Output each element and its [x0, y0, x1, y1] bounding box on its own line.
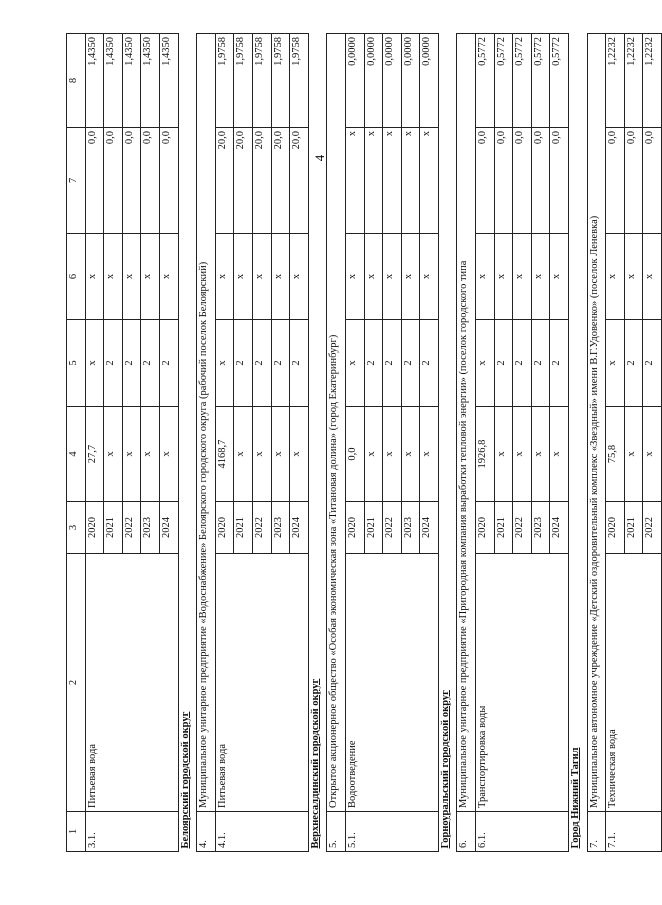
value-cell: 2023 — [401, 502, 420, 554]
value-cell: 2024 — [159, 502, 178, 554]
value-cell: x — [122, 407, 141, 502]
value-cell: 1,2232 — [643, 34, 662, 128]
value-cell: x — [643, 234, 662, 320]
value-cell: x — [606, 320, 625, 407]
value-cell: 1,4350 — [159, 34, 178, 128]
value-cell: 2 — [122, 320, 141, 407]
value-cell: 2 — [364, 320, 383, 407]
value-cell: 0,0 — [141, 128, 160, 234]
value-cell: x — [252, 407, 271, 502]
header-cell: 7 — [67, 128, 86, 234]
value-cell: 2 — [550, 320, 569, 407]
header-cell: 2 — [67, 554, 86, 812]
value-cell: 2022 — [252, 502, 271, 554]
value-cell: x — [141, 234, 160, 320]
item-number: 5.1. — [345, 812, 438, 852]
value-cell: 2022 — [122, 502, 141, 554]
value-cell: 1,4350 — [141, 34, 160, 128]
value-cell: x — [215, 320, 234, 407]
org-name: Муниципальное унитарное предприятие «Водоснабжение» Белоярского городского округа (рабочий поселок Белоярский) — [197, 34, 216, 812]
section-row — [438, 34, 457, 852]
resource-name: Техническая вода — [606, 554, 662, 812]
value-cell: 2023 — [141, 502, 160, 554]
value-cell: 1926,8 — [476, 407, 495, 502]
org-number: 5. — [327, 812, 346, 852]
value-cell: 2 — [159, 320, 178, 407]
value-cell: x — [215, 234, 234, 320]
section-row — [178, 34, 197, 852]
value-cell: 2024 — [550, 502, 569, 554]
section-title: Белоярский городской округ — [178, 34, 197, 852]
header-cell: 5 — [67, 320, 86, 407]
rotated-table-container — [66, 34, 656, 852]
value-cell: 2 — [643, 320, 662, 407]
value-cell: 1,4350 — [104, 34, 123, 128]
value-cell: 2021 — [494, 502, 513, 554]
value-cell: x — [606, 234, 625, 320]
value-cell: 0,5772 — [494, 34, 513, 128]
header-cell: 3 — [67, 502, 86, 554]
value-cell: 2021 — [364, 502, 383, 554]
value-cell: 2 — [531, 320, 550, 407]
data-row — [345, 34, 364, 852]
org-number: 4. — [197, 812, 216, 852]
value-cell: 2 — [252, 320, 271, 407]
data-row — [85, 34, 104, 852]
value-cell: 1,2232 — [624, 34, 643, 128]
section-row — [569, 34, 588, 852]
value-cell: 2023 — [271, 502, 290, 554]
value-cell: 1,4350 — [85, 34, 104, 128]
value-cell: 20,0 — [290, 128, 309, 234]
value-cell: x — [643, 407, 662, 502]
value-cell: x — [141, 407, 160, 502]
value-cell: x — [383, 407, 402, 502]
value-cell: 1,2232 — [606, 34, 625, 128]
value-cell: 0,5772 — [476, 34, 495, 128]
value-cell: 0,0 — [624, 128, 643, 234]
value-cell: 2 — [494, 320, 513, 407]
value-cell: x — [624, 234, 643, 320]
value-cell: 2 — [401, 320, 420, 407]
value-cell: 20,0 — [234, 128, 253, 234]
value-cell: x — [122, 234, 141, 320]
org-name: Муниципальное унитарное предприятие «Пригородная компания выработки тепловой энергии» (поселок городского типа — [457, 34, 476, 812]
value-cell: 1,9758 — [215, 34, 234, 128]
value-cell: x — [550, 234, 569, 320]
value-cell: 2 — [420, 320, 439, 407]
resource-name: Питьевая вода — [215, 554, 308, 812]
value-cell: 2 — [290, 320, 309, 407]
value-cell: 4168,7 — [215, 407, 234, 502]
value-cell: x — [159, 234, 178, 320]
value-cell: x — [476, 234, 495, 320]
value-cell: x — [159, 407, 178, 502]
value-cell: x — [420, 407, 439, 502]
value-cell: 2024 — [290, 502, 309, 554]
value-cell: x — [494, 234, 513, 320]
org-name: Муниципальное автономное учреждение «Детский оздоровительный комплекс «Звездный» имени В.Г.Удовенко» (поселок Леневка) — [587, 34, 606, 812]
value-cell: 2 — [234, 320, 253, 407]
value-cell: x — [513, 407, 532, 502]
header-cell: 4 — [67, 407, 86, 502]
value-cell: 0,0 — [476, 128, 495, 234]
value-cell: 0,5772 — [550, 34, 569, 128]
value-cell: 2021 — [104, 502, 123, 554]
value-cell: 0,0 — [85, 128, 104, 234]
item-number: 6.1. — [476, 812, 569, 852]
value-cell: x — [345, 234, 364, 320]
value-cell: x — [345, 128, 364, 234]
value-cell: 0,0000 — [420, 34, 439, 128]
value-cell: 2021 — [234, 502, 253, 554]
value-cell: 20,0 — [271, 128, 290, 234]
data-row — [215, 34, 234, 852]
value-cell: x — [364, 407, 383, 502]
value-cell: 0,0 — [104, 128, 123, 234]
resource-name: Питьевая вода — [85, 554, 178, 812]
organization-row — [587, 34, 606, 852]
value-cell: 0,0000 — [383, 34, 402, 128]
value-cell: 0,0 — [122, 128, 141, 234]
value-cell: 0,0 — [159, 128, 178, 234]
item-number: 4.1. — [215, 812, 308, 852]
header-cell: 1 — [67, 812, 86, 852]
org-number: 6. — [457, 812, 476, 852]
data-row — [476, 34, 495, 852]
organization-row — [197, 34, 216, 852]
value-cell: 2 — [383, 320, 402, 407]
value-cell: x — [271, 407, 290, 502]
value-cell: 1,9758 — [234, 34, 253, 128]
value-cell: x — [383, 234, 402, 320]
value-cell: 2020 — [345, 502, 364, 554]
value-cell: 0,0 — [513, 128, 532, 234]
value-cell: 0,0 — [606, 128, 625, 234]
value-cell: 2020 — [606, 502, 625, 554]
section-title: Верхнесалдинский городской округ — [308, 34, 327, 852]
value-cell: x — [364, 128, 383, 234]
value-cell: x — [271, 234, 290, 320]
value-cell: 0,0 — [643, 128, 662, 234]
value-cell: 1,9758 — [290, 34, 309, 128]
value-cell: 2021 — [624, 502, 643, 554]
section-row — [308, 34, 327, 852]
value-cell: 2 — [271, 320, 290, 407]
value-cell: x — [85, 234, 104, 320]
value-cell: x — [513, 234, 532, 320]
organization-row — [327, 34, 346, 852]
organization-row — [457, 34, 476, 852]
item-number: 7.1. — [606, 812, 662, 852]
section-title: Горноуральский городской округ — [438, 34, 457, 852]
value-cell: 2022 — [513, 502, 532, 554]
value-cell: x — [383, 128, 402, 234]
value-cell: x — [234, 234, 253, 320]
value-cell: 20,0 — [252, 128, 271, 234]
section-title: Город Нижний Тагил — [569, 34, 588, 852]
value-cell: x — [494, 407, 513, 502]
value-cell: 0,0000 — [401, 34, 420, 128]
table-body — [67, 34, 662, 852]
data-row — [606, 34, 625, 852]
org-name: Открытое акционерное общество «Особая экономическая зона «Титановая долина» (город Екатеринбург) — [327, 34, 346, 812]
value-cell: 2024 — [420, 502, 439, 554]
value-cell: 1,4350 — [122, 34, 141, 128]
value-cell: x — [476, 320, 495, 407]
value-cell: x — [290, 407, 309, 502]
value-cell: 20,0 — [215, 128, 234, 234]
value-cell: x — [401, 234, 420, 320]
value-cell: x — [104, 407, 123, 502]
value-cell: x — [420, 234, 439, 320]
value-cell: 0,5772 — [531, 34, 550, 128]
value-cell: 0,0 — [550, 128, 569, 234]
value-cell: 2 — [104, 320, 123, 407]
value-cell: 0,0 — [531, 128, 550, 234]
value-cell: x — [401, 407, 420, 502]
header-row — [67, 34, 86, 852]
value-cell: 2 — [141, 320, 160, 407]
value-cell: 2020 — [215, 502, 234, 554]
value-cell: 0,5772 — [513, 34, 532, 128]
org-number: 7. — [587, 812, 606, 852]
page-number: 4 — [312, 154, 327, 162]
value-cell: 2020 — [85, 502, 104, 554]
resource-name: Транспортировка воды — [476, 554, 569, 812]
value-cell: 0,0 — [494, 128, 513, 234]
value-cell: 75,8 — [606, 407, 625, 502]
value-cell: 1,9758 — [271, 34, 290, 128]
value-cell: x — [252, 234, 271, 320]
value-cell: x — [364, 234, 383, 320]
header-cell: 8 — [67, 34, 86, 128]
resource-name: Водоотведение — [345, 554, 438, 812]
value-cell: 2023 — [531, 502, 550, 554]
value-cell: x — [531, 234, 550, 320]
tariff-table — [66, 33, 662, 852]
value-cell: x — [85, 320, 104, 407]
value-cell: 0,0 — [345, 407, 364, 502]
value-cell: x — [531, 407, 550, 502]
value-cell: 2 — [513, 320, 532, 407]
value-cell: 0,0000 — [345, 34, 364, 128]
value-cell: x — [234, 407, 253, 502]
value-cell: x — [290, 234, 309, 320]
value-cell: 1,9758 — [252, 34, 271, 128]
value-cell: 2 — [624, 320, 643, 407]
value-cell: 2020 — [476, 502, 495, 554]
value-cell: x — [345, 320, 364, 407]
value-cell: 2022 — [643, 502, 662, 554]
header-cell: 6 — [67, 234, 86, 320]
item-number: 3.1. — [85, 812, 178, 852]
value-cell: x — [401, 128, 420, 234]
value-cell: 2022 — [383, 502, 402, 554]
value-cell: x — [624, 407, 643, 502]
value-cell: 0,0000 — [364, 34, 383, 128]
value-cell: x — [104, 234, 123, 320]
value-cell: x — [420, 128, 439, 234]
value-cell: x — [550, 407, 569, 502]
value-cell: 27,7 — [85, 407, 104, 502]
